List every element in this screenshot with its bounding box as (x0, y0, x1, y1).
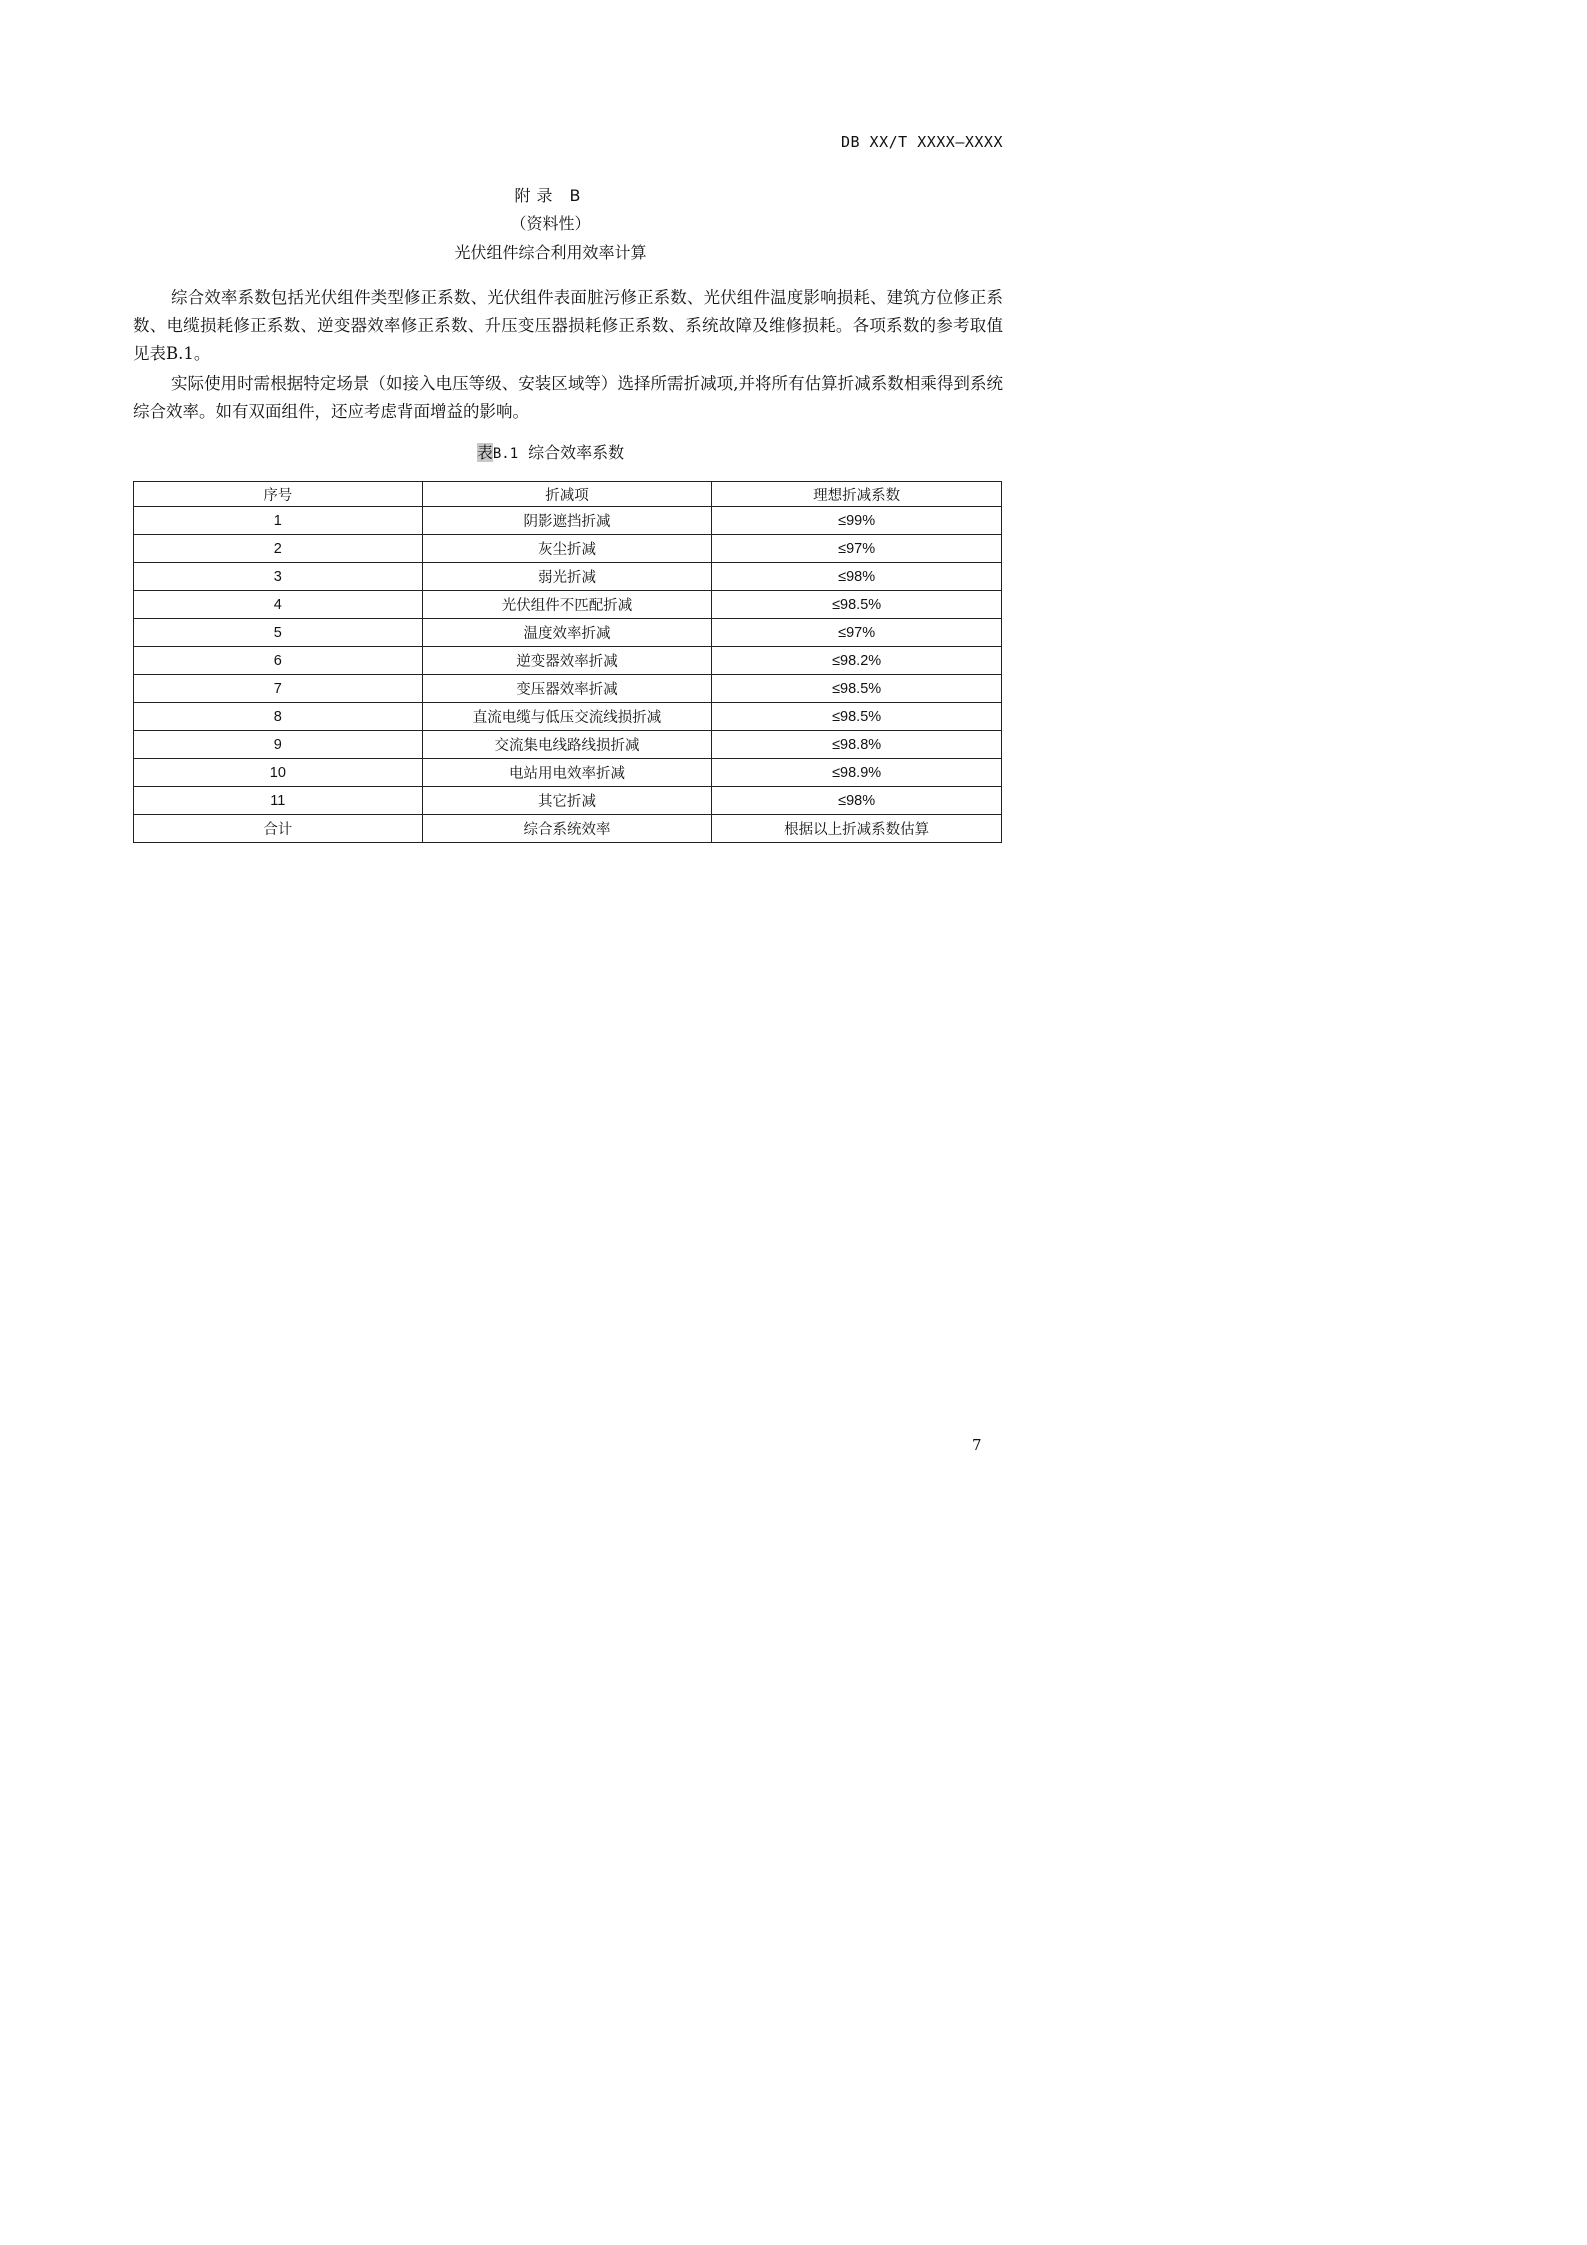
appendix-title: 光伏组件综合利用效率计算 (454, 243, 647, 262)
table-row (134, 731, 1002, 759)
table-row (134, 507, 1002, 535)
row-serial: 3 (134, 563, 423, 591)
row-serial: 11 (134, 787, 423, 815)
row-item: 其它折减 (422, 787, 712, 815)
table-row (134, 647, 1002, 675)
table-caption-prefix: 表 (476, 443, 493, 462)
coefficient-table (133, 481, 1002, 843)
row-coefficient: ≤98.5% (712, 675, 1002, 703)
header-coefficient: 理想折减系数 (712, 482, 1002, 507)
table-row (134, 563, 1002, 591)
row-coefficient: ≤98% (712, 563, 1002, 591)
appendix-label: 附录 B (514, 186, 587, 205)
table-row (134, 675, 1002, 703)
table-row (134, 535, 1002, 563)
header-item: 折减项 (422, 482, 712, 507)
total-label: 合计 (134, 815, 423, 843)
row-serial: 1 (134, 507, 423, 535)
row-coefficient: ≤98% (712, 787, 1002, 815)
appendix-type: （资料性） (510, 214, 591, 233)
table-row (134, 591, 1002, 619)
table-row (134, 703, 1002, 731)
row-serial: 10 (134, 759, 423, 787)
row-item: 灰尘折减 (422, 535, 712, 563)
row-item: 弱光折减 (422, 563, 712, 591)
row-item: 交流集电线路线损折减 (422, 731, 712, 759)
row-serial: 7 (134, 675, 423, 703)
page-number: 7 (972, 1436, 982, 1454)
row-item: 变压器效率折减 (422, 675, 712, 703)
document-code: DB XX/T XXXX—XXXX (840, 133, 1003, 151)
row-item: 温度效率折减 (422, 619, 712, 647)
row-item: 逆变器效率折减 (422, 647, 712, 675)
body-paragraph-2: 实际使用时需根据特定场景（如接入电压等级、安装区域等）选择所需折减项,并将所有估算折减系数相乘得到系统综合效率。如有双面组件，还应考虑背面增益的影响。 (133, 374, 1003, 421)
table-total-row (134, 815, 1002, 843)
row-coefficient: ≤98.5% (712, 591, 1002, 619)
row-coefficient: ≤99% (712, 507, 1002, 535)
row-coefficient: ≤98.8% (712, 731, 1002, 759)
table-caption-number: B.1 (492, 446, 519, 462)
table-caption (0, 440, 1101, 463)
row-coefficient: ≤98.5% (712, 703, 1002, 731)
total-item: 综合系统效率 (422, 815, 712, 843)
row-item: 直流电缆与低压交流线损折减 (422, 703, 712, 731)
row-coefficient: ≤97% (712, 535, 1002, 563)
row-item: 阴影遮挡折减 (422, 507, 712, 535)
table-row (134, 787, 1002, 815)
row-coefficient: ≤98.2% (712, 647, 1002, 675)
row-coefficient: ≤97% (712, 619, 1002, 647)
row-item: 光伏组件不匹配折减 (422, 591, 712, 619)
table-header-row (134, 482, 1002, 507)
header-serial: 序号 (134, 482, 423, 507)
row-serial: 4 (134, 591, 423, 619)
row-serial: 9 (134, 731, 423, 759)
total-coefficient: 根据以上折减系数估算 (712, 815, 1002, 843)
table-row (134, 619, 1002, 647)
table-row (134, 759, 1002, 787)
body-paragraph-1: 综合效率系数包括光伏组件类型修正系数、光伏组件表面脏污修正系数、光伏组件温度影响损耗、建筑方位修正系数、电缆损耗修正系数、逆变器效率修正系数、升压变压器损耗修正系数、系统故障及维修损耗。各项系数的参考取值见表B.1。 (133, 288, 1003, 363)
row-serial: 2 (134, 535, 423, 563)
row-coefficient: ≤98.9% (712, 759, 1002, 787)
row-serial: 6 (134, 647, 423, 675)
row-item: 电站用电效率折减 (422, 759, 712, 787)
table-caption-title: 综合效率系数 (528, 443, 625, 462)
row-serial: 5 (134, 619, 423, 647)
row-serial: 8 (134, 703, 423, 731)
